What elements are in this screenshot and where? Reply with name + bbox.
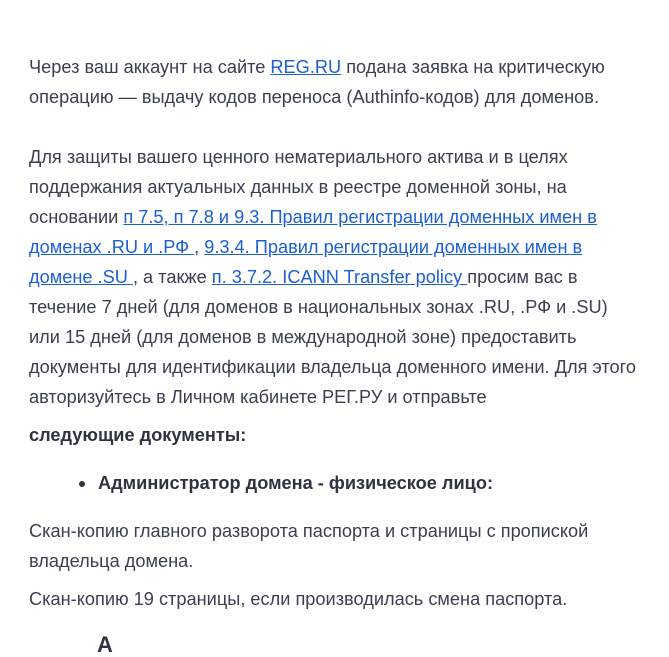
intro-text-before: Через ваш аккаунт на сайте	[29, 57, 271, 77]
intro-paragraph	[29, 52, 639, 112]
rules-su-link[interactable]: 9.3.4. Правил регистрации доменных имен в домене .SU	[29, 237, 583, 287]
request-paragraph	[29, 142, 639, 412]
intro-text-after: подана заявка на критическую операцию — выдачу кодов переноса (Authinfo-кодов) для доменов.	[29, 57, 605, 107]
request-text-1: Для защиты вашего ценного нематериального актива и в целях поддержания актуальных данных в реестре доменной зоны, на основании	[29, 147, 568, 227]
request-text-4: просим вас в течение 7 дней (для доменов в национальных зонах .RU, .РФ и .SU) или 15 дней (для доменов в международной зоне) предоставить документы для идентификации владельца доменного имени. Для этого авторизуйтесь в Личном кабинете РЕГ.РУ и отправьте	[29, 267, 636, 407]
letter-body	[29, 52, 639, 614]
cut-off-next-heading: А	[97, 632, 113, 657]
documents-heading: следующие документы:	[29, 425, 247, 445]
reg-ru-link[interactable]: REG.RU	[270, 57, 342, 77]
request-text-2: ,	[194, 237, 205, 257]
icann-transfer-policy-link[interactable]: п. 3.7.2. ICANN Transfer policy	[211, 267, 468, 287]
bullet-icon	[79, 481, 85, 487]
rules-ru-rf-link[interactable]: п 7.5, п 7.8 и 9.3. Правил регистрации доменных имен в доменах .RU и .РФ	[29, 207, 597, 257]
request-text-3: , а также	[132, 267, 212, 287]
scan-passport-paragraph: Скан-копию главного разворота паспорта и страницы с пропиской владельца домена.	[29, 521, 589, 571]
documents-list	[29, 468, 639, 498]
list-item	[29, 468, 639, 498]
scan-page19-paragraph: Скан-копию 19 страницы, если производилась смена паспорта.	[29, 589, 568, 609]
list-item-label: Администратор домена - физическое лицо:	[98, 473, 494, 493]
